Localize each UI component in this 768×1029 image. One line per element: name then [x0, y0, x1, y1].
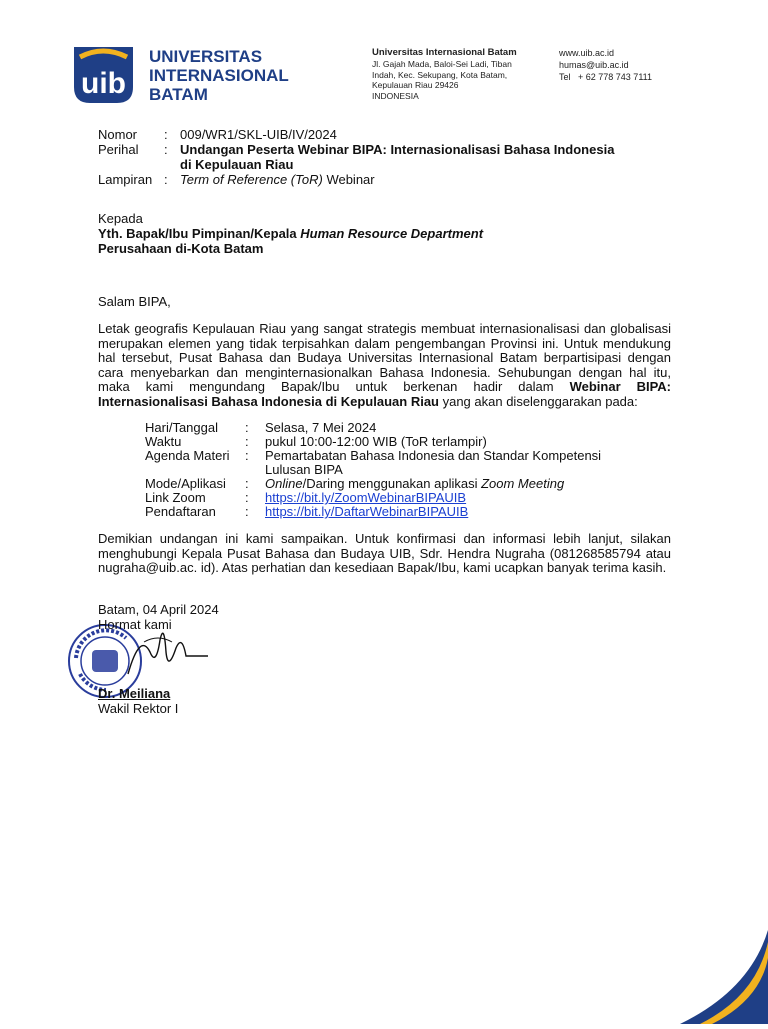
paragraph-intro	[98, 322, 671, 410]
zoom-link[interactable]: https://bit.ly/ZoomWebinarBIPAUIB	[265, 490, 467, 505]
corner-swoosh-decoration	[660, 930, 768, 1024]
agenda-line: Pemartabatan Bahasa Indonesia dan Standar Kompetensi	[265, 448, 602, 463]
agenda-label: Agenda Materi	[145, 448, 230, 463]
website: www.uib.ac.id	[559, 48, 615, 58]
lampiran-rest: Webinar	[322, 172, 375, 187]
perihal-line: di Kepulauan Riau	[180, 157, 294, 172]
recipient-bold: Yth. Bapak/Ibu Pimpinan/Kepala	[98, 226, 301, 241]
recipient-line	[98, 226, 483, 241]
address-line: Jl. Gajah Mada, Baloi-Sei Ladi, Tiban	[372, 59, 512, 69]
colon: :	[245, 420, 249, 435]
event-title: Webinar BIPA: Internasionalisasi Bahasa Indonesia di Kepulauan Riau	[98, 379, 671, 409]
colon: :	[245, 504, 249, 519]
registration-label: Pendaftaran	[145, 504, 216, 519]
colon: :	[245, 476, 249, 491]
mode-online: Online	[265, 476, 303, 491]
colon: :	[164, 172, 168, 187]
phone: Tel + 62 778 743 7111	[559, 72, 652, 82]
nomor-value: 009/WR1/SKL-UIB/IV/2024	[180, 127, 337, 142]
signature-block	[98, 602, 219, 632]
colon: :	[245, 434, 249, 449]
registration-link[interactable]: https://bit.ly/DaftarWebinarBIPAUIB	[265, 504, 469, 519]
address-title: Universitas Internasional Batam	[372, 47, 517, 58]
address-block	[372, 47, 517, 101]
lampiran-italic: Term of Reference (ToR)	[180, 172, 323, 187]
intro-text: Letak geografis Kepulauan Riau yang sangat strategis membuat internasionalisasi dan globalisasi merupakan elemen yang tidak terpisahkan dalam pengembangan Provinsi ini. Untuk mendukung hal tersebut, Pusat Bahasa dan Budaya Universitas Internasional Batam berpartisipasi dengan cara menyebarkan dan menginternasionalkan Bahasa Indonesia. Sehubungan dengan hal itu, maka kami mengundang Bapak/Ibu untuk berkenan hadir dalam	[98, 321, 671, 395]
contact-block	[559, 47, 652, 83]
address-line: INDONESIA	[372, 90, 419, 101]
university-name	[149, 47, 289, 104]
perihal-value	[180, 142, 640, 172]
perihal-label: Perihal	[98, 142, 139, 157]
logo-text: uib	[81, 67, 126, 100]
agenda-value	[265, 449, 625, 477]
mode-label: Mode/Aplikasi	[145, 476, 226, 491]
letter-meta	[98, 127, 640, 187]
colon: :	[164, 127, 168, 142]
kepada: Kepada	[98, 211, 143, 226]
date-label: Hari/Tanggal	[145, 420, 218, 435]
signer-block	[98, 686, 178, 716]
place-date: Batam, 04 April 2024	[98, 602, 219, 617]
zoom-label: Link Zoom	[145, 490, 206, 505]
mode-value	[265, 477, 625, 491]
time-value: pukul 10:00-12:00 WIB (ToR terlampir)	[265, 434, 487, 449]
email: humas@uib.ac.id	[559, 60, 629, 70]
perihal-line: Undangan Peserta Webinar BIPA: Internasionalisasi Bahasa Indonesia	[180, 142, 615, 157]
address-line: Indah, Kec. Sekupang, Kota Batam,	[372, 69, 508, 80]
lampiran-label: Lampiran	[98, 172, 153, 187]
uib-logo	[72, 47, 135, 103]
paragraph-closing: Demikian undangan ini kami sampaikan. Untuk konfirmasi dan informasi lebih lanjut, silakan menghubungi Kepala Pusat Bahasa dan Budaya UIB, Sdr. Hendra Nugraha (081268585794 atau nugraha@uib.ac. id). Atas perhatian dan kesediaan Bapak/Ibu, kami ucapkan banyak terima kasih.	[98, 531, 671, 576]
address-line: Kepulauan Riau 29426	[372, 80, 459, 90]
brand-line: INTERNASIONAL	[149, 66, 289, 85]
colon: :	[245, 490, 249, 505]
time-label: Waktu	[145, 434, 182, 449]
colon: :	[245, 448, 249, 463]
intro-end: yang akan diselenggarakan pada:	[438, 393, 638, 409]
brand-line: UNIVERSITAS	[149, 47, 263, 66]
signer-title: Wakil Rektor I	[98, 701, 179, 716]
agenda-line: Lulusan BIPA	[265, 462, 343, 477]
mode-zoom: Zoom Meeting	[481, 476, 565, 491]
recipient-block	[98, 211, 483, 256]
date-value: Selasa, 7 Mei 2024	[265, 420, 377, 435]
closing: Hormat kami	[98, 617, 172, 632]
lampiran-value	[180, 172, 640, 187]
mode-mid: /Daring menggunakan aplikasi	[302, 476, 482, 491]
brand-line: BATAM	[149, 85, 208, 104]
greeting: Salam BIPA,	[98, 294, 171, 309]
signer-name: Dr. Meiliana	[98, 686, 171, 701]
event-details	[145, 421, 625, 519]
colon: :	[164, 142, 168, 157]
recipient-company: Perusahaan di-Kota Batam	[98, 241, 264, 256]
recipient-italic: Human Resource Department	[300, 226, 484, 241]
nomor-label: Nomor	[98, 127, 138, 142]
